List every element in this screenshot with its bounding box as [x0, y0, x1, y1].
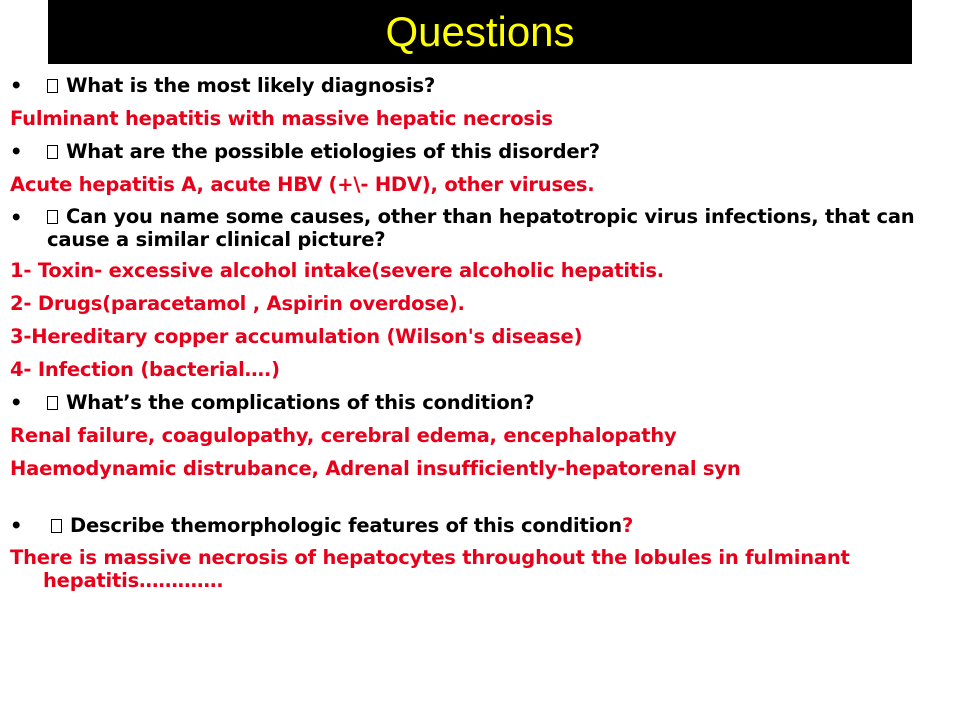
- question-5-text: Describe themorphologic features of this condition: [70, 514, 622, 537]
- missing-glyph-icon: [51, 519, 62, 533]
- question-5: [10, 513, 952, 539]
- question-1: [10, 73, 952, 99]
- question-2: [10, 139, 952, 165]
- question-5-mark: ?: [621, 514, 634, 537]
- bullet-icon: •: [10, 514, 23, 537]
- question-4-text: What’s the complications of this condition?: [66, 391, 535, 414]
- answer-2: Acute hepatitis A, acute HBV (+\- HDV), other viruses.: [10, 173, 595, 196]
- missing-glyph-icon: [47, 79, 58, 93]
- answer-3-line-2: 2- Drugs(paracetamol , Aspirin overdose).: [10, 292, 465, 315]
- missing-glyph-icon: [47, 145, 58, 159]
- question-3: [10, 205, 952, 251]
- question-1-text: What is the most likely diagnosis?: [66, 74, 436, 97]
- question-4: [10, 390, 952, 416]
- question-3-text: Can you name some causes, other than hepatotropic virus infections, that can cause a similar clinical picture?: [47, 205, 915, 251]
- bullet-icon: •: [10, 206, 23, 229]
- answer-1: Fulminant hepatitis with massive hepatic necrosis: [10, 107, 553, 130]
- missing-glyph-icon: [47, 210, 58, 224]
- slide-title: Questions: [385, 8, 575, 55]
- bullet-icon: •: [10, 140, 23, 163]
- bullet-icon: •: [10, 74, 23, 97]
- slide-content: [10, 66, 952, 592]
- answer-5: There is massive necrosis of hepatocytes throughout the lobules in fulminant hepatitis………….: [10, 546, 850, 592]
- answer-4-line-1: Renal failure, coagulopathy, cerebral edema, encephalopathy: [10, 424, 677, 447]
- missing-glyph-icon: [47, 396, 58, 410]
- answer-4-line-2: Haemodynamic distrubance, Adrenal insufficiently-hepatorenal syn: [10, 457, 741, 480]
- question-2-text: What are the possible etiologies of this disorder?: [66, 140, 600, 163]
- answer-3-line-3: 3-Hereditary copper accumulation (Wilson's disease): [10, 325, 583, 348]
- spacer: [10, 482, 952, 506]
- answer-3-line-1: 1- Toxin- excessive alcohol intake(severe alcoholic hepatitis.: [10, 259, 665, 282]
- answer-3-line-4: 4- Infection (bacterial….): [10, 358, 280, 381]
- bullet-icon: •: [10, 391, 23, 414]
- title-bar: [48, 0, 912, 64]
